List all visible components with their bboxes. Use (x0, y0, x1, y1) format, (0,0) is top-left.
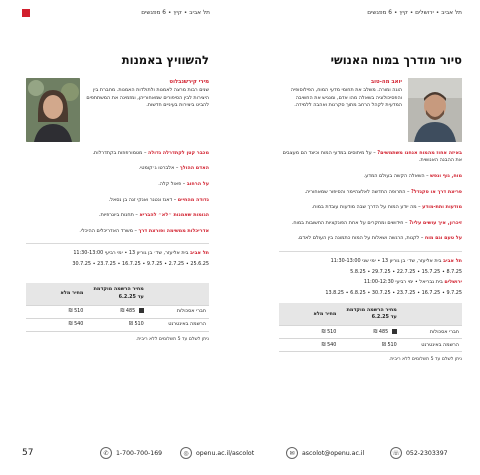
price-header-early: מחיר הרשמה מוקדמת עד 6.2.25 (339, 303, 399, 326)
left-item-title: הגומות שאמנות ״לא״ להבריא (139, 212, 209, 219)
mail-icon: ✉ (286, 447, 298, 459)
right-price-table (279, 303, 462, 352)
left-item-text: דאנז ונטנר ואנקי זגה בן נסאל. (108, 196, 173, 203)
checkbox-icon (139, 308, 144, 313)
footer-whatsapp[interactable] (390, 447, 448, 459)
left-person-photo (26, 78, 80, 142)
left-item: אדריכלות ממשימה ופורצת דרך – משרד האדריכלים ההיכלי. (79, 227, 209, 234)
right-person-bio: הוגה ומורה. משלב את תחומי מדעי המוח, הפילוסופיה והפסיכולוגיה בשאלה מהו אדם, ומנגיש את החשיבה המדעית לקהל הרחב מתוך סקרנות ואהבה ללמידה. (290, 87, 402, 109)
right-person-photo (408, 78, 462, 142)
price-table-row (279, 339, 462, 352)
left-item-title: אדריכלות ממשימה ופורצת דרך (138, 227, 209, 234)
price-header-full: מחיר מלא (279, 303, 339, 326)
right-item-text: על מיתוסים במדעי המוח וכיצד הם מעצבים את ההבנה האנושית. (282, 149, 462, 164)
left-price-table (26, 283, 209, 332)
footer-email[interactable] (286, 447, 364, 459)
footer-whatsapp-text[interactable]: 052-2303397 (406, 449, 448, 457)
price-row-label: הרשמה באינטרנט (147, 318, 209, 331)
left-price-note: ניתן לשלם עד 5 תשלומים ללא ריבית. (135, 336, 209, 342)
price-early: 485 ₪ (120, 307, 136, 314)
schedule-text: בית גבריאל ∙ ימי רביעי 11:00-12:30 (363, 279, 443, 286)
right-course-column (279, 52, 462, 363)
price-table-row (26, 305, 209, 318)
right-item-title: באיזה אחוז מהמוח אנחנו משתמשים? (377, 149, 462, 156)
right-item-title: זיכרון, איך עושים עליו? (409, 219, 462, 226)
right-item-text: לקנות, הרגשה ושאלות על המוח כתמונה בין העולם לאדם. (297, 235, 420, 242)
right-item-title: מוח, גוף ונפש (430, 173, 462, 179)
left-item-text: תחנות ביוגרפיות. (99, 212, 134, 219)
right-person-name: יואב מה-טוב (370, 78, 402, 85)
right-schedule-line (279, 269, 462, 277)
right-item-title: פריצת דרך או סקנדל? (411, 188, 462, 195)
page-number: 57 (22, 448, 34, 458)
left-item: על הרחוב – פאול קלה. (158, 181, 209, 187)
globe-icon: ◎ (180, 447, 192, 459)
schedule-place: תל אביב (190, 250, 209, 257)
right-item: פריצת דרך או סקנדל? – התרופה החדשה לאלצהיימר והסיפור שמאחוריה. (304, 188, 462, 195)
right-person-text (279, 78, 402, 142)
woman-portrait-icon (26, 78, 80, 142)
price-early: 510 ₪ (86, 318, 146, 331)
price-header-early: מחיר הרשמה מוקדמת עד 6.2.25 (86, 283, 146, 306)
price-header-empty (147, 283, 209, 306)
price-table-row (26, 318, 209, 331)
price-table-header (26, 283, 209, 306)
footer-website[interactable] (180, 447, 254, 459)
right-person-row (279, 78, 462, 142)
left-item-text: מטמורפוזות בקתדרלות. (92, 149, 143, 156)
left-item-title: על הרחוב (186, 181, 209, 187)
price-table-header (279, 303, 462, 326)
price-row-label: חברי אסכולות (147, 305, 209, 318)
whatsapp-icon: ☏ (390, 447, 402, 459)
right-item: מודעות ותת-מודע – מה יודע המוח על הדרך שבה מודעות עובדת במוח. (311, 204, 462, 211)
left-item-title: נדודה מהחיים (177, 196, 209, 203)
price-header-full: מחיר מלא (26, 283, 86, 306)
left-person-name: מירי קירשנבלוט (169, 78, 209, 85)
header-right-route: תל אביב ∙ ירושלים ∙ קיץ ∙ 6 מפגשים (367, 10, 462, 16)
footer-website-text[interactable]: openu.ac.il/ascolot (196, 449, 255, 457)
price-early: 485 ₪ (373, 328, 389, 335)
left-person-bio: שנים רבות מרצה לאמנות ולתולדות האמנות. מחברת בין היצירות לבין הסיפורים שמאחוריהן, ומזמינה את המשתתפים להביט ביצירות בעיניים חדשות. (86, 87, 209, 109)
right-course-title: סיור מודרך במוח האנושי (330, 53, 462, 67)
schedule-text: 9.7.25 ∙ 16.7.25 ∙ 23.7.25 ∙ 30.7.25 ∙ 6.8.25 ∙ 13.8.25 (325, 289, 462, 296)
man-portrait-icon (408, 78, 462, 142)
price-full: 540 ₪ (26, 318, 86, 331)
schedule-text: 25.6.25 ∙ 2.7.25 ∙ 9.7.25 ∙ 16.7.25 ∙ 23.7.25 ∙ 30.7.25 (72, 260, 209, 267)
right-schedule-line (279, 258, 462, 266)
left-item: נדודה מהחיים – דאנז ונטנר ואנקי זגה בן נסאל. (108, 196, 209, 203)
phone-icon: ✆ (100, 447, 112, 459)
price-full: 540 ₪ (279, 339, 339, 352)
schedule-text: בית אליעזר, שד׳ בן גוריון 13 ∙ ימי רביעי 11:30-13:00 (73, 250, 189, 257)
right-item-text: מה יודע המוח על הדרך שבה מודעות עובדת במוח. (311, 204, 417, 211)
schedule-place: תל אביב (443, 257, 462, 264)
price-full: 510 ₪ (279, 326, 339, 339)
right-item: זיכרון, איך עושים עליו? – חידושים ומחקרים על אחת הפונקציות החשובות במוח. (291, 219, 462, 226)
footer-phone-text[interactable]: 1-700-700-169 (116, 449, 163, 457)
price-row-label: הרשמה באינטרנט (400, 339, 462, 352)
left-item-text: פאול קלה. (158, 181, 182, 187)
right-item-title: מודעות ותת-מודע (422, 204, 462, 211)
left-item: הגומות שאמנות ״לא״ להבריא – תחנות ביוגרפיות. (99, 212, 209, 219)
schedule-text: 8.7.25 ∙ 15.7.25 ∙ 22.7.25 ∙ 29.7.25 ∙ 5.8.25 (350, 268, 462, 275)
left-person-row (26, 78, 209, 142)
left-item-title: האדם ההולך (179, 165, 209, 172)
divider (26, 243, 209, 244)
footer-phone[interactable] (100, 447, 162, 459)
right-item-title: על טעם וגם מוח (424, 235, 462, 242)
left-item-text: משרד האדריכלים ההיכלי. (79, 227, 133, 234)
left-course-column (26, 52, 209, 343)
divider (279, 251, 462, 252)
footer-email-text[interactable]: ascolot@openu.ac.il (302, 449, 365, 457)
price-early: 510 ₪ (339, 339, 399, 352)
left-item-title: מכבר קטן לקתדרלה גדולה (147, 149, 209, 156)
price-full: 510 ₪ (26, 305, 86, 318)
left-person-text (86, 78, 209, 142)
price-header-empty (400, 303, 462, 326)
right-item: על טעם וגם מוח – לקנות, הרגשה ושאלות על המוח כתמונה בין העולם לאדם. (297, 235, 462, 242)
left-schedule-line (26, 250, 209, 258)
header-accent-square (22, 9, 30, 17)
right-schedule-line (279, 279, 462, 287)
schedule-place: ירושלים (444, 279, 462, 286)
left-course-title: להשוויץ באמנות (121, 53, 209, 67)
schedule-text: בית אליעזר, שד׳ בן גוריון 13 ∙ ימי שני 11:30-13:00 (330, 257, 442, 264)
checkbox-icon (392, 329, 397, 334)
right-schedule-line (279, 290, 462, 298)
right-price-note: ניתן לשלם עד 5 תשלומים ללא ריבית. (388, 357, 462, 363)
right-item: מוח, גוף ונפש – השאלה הקשה בעולם המדע. (363, 173, 462, 179)
left-item: מכבר קטן לקתדרלה גדולה – מטמורפוזות בקתדרלות. (92, 149, 209, 156)
right-item-text: חידושים ומחקרים על אחת הפונקציות החשובות במוח. (291, 219, 404, 226)
header-left-route: תל אביב ∙ קיץ ∙ 6 מפגשים (141, 10, 210, 16)
price-table-row (279, 326, 462, 339)
right-item-text: השאלה הקשה בעולם המדע. (363, 173, 425, 179)
price-row-label: חברי אסכולות (400, 326, 462, 339)
right-item: באיזה אחוז מהמוח אנחנו משתמשים? – על מיתוסים במדעי המוח וכיצד הם מעצבים את ההבנה האנושית. (282, 149, 462, 164)
right-item-text: התרופה החדשה לאלצהיימר והסיפור שמאחוריה. (304, 188, 406, 195)
left-schedule-line (26, 261, 209, 269)
left-item-text: אלברטו ג׳קומטי. (138, 165, 175, 172)
left-item: האדם ההולך – אלברטו ג׳קומטי. (138, 165, 209, 172)
